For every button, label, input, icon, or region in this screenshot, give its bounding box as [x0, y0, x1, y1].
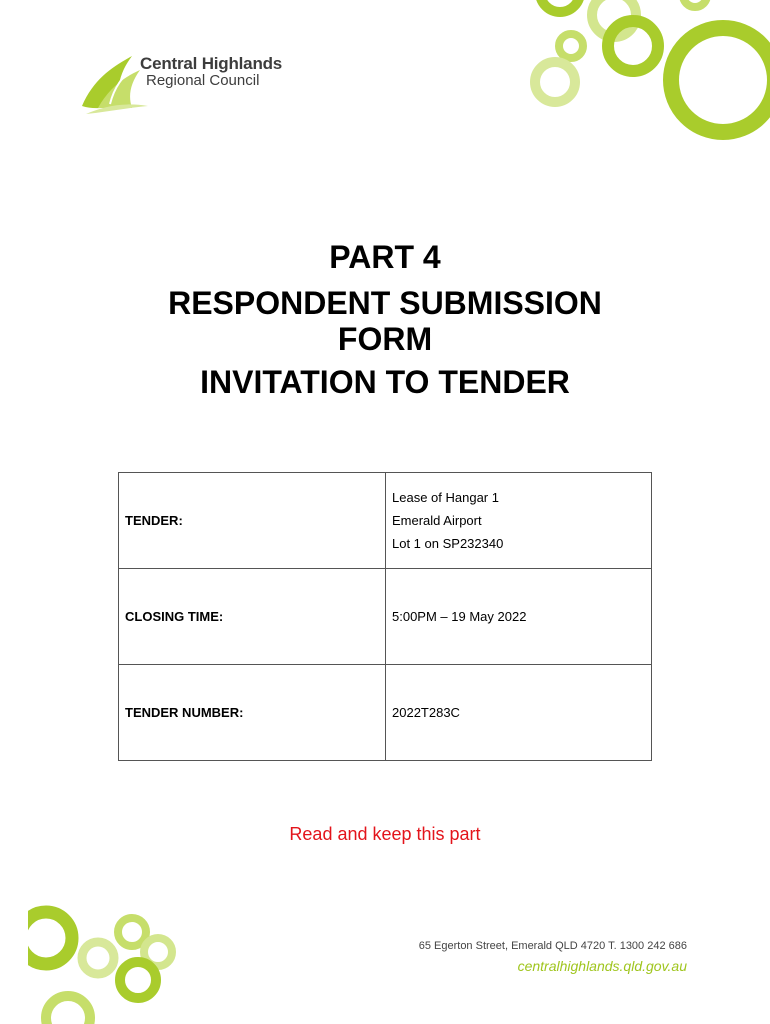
tender-details-table	[118, 472, 652, 761]
decorative-circles-bottom-left	[28, 900, 178, 1024]
tender-label: TENDER:	[119, 473, 386, 569]
closing-time-value: 5:00PM – 19 May 2022	[386, 569, 652, 665]
footer-website-link[interactable]: centralhighlands.qld.gov.au	[517, 958, 687, 974]
tender-value-line: Emerald Airport	[392, 513, 482, 528]
tender-number-value: 2022T283C	[386, 665, 652, 761]
title-line-3: FORM	[337, 320, 433, 357]
tender-number-label: TENDER NUMBER:	[119, 665, 386, 761]
title-line-4: INVITATION TO TENDER	[200, 364, 570, 401]
title-line-2: RESPONDENT SUBMISSION	[168, 284, 602, 321]
tender-value-line: Lot 1 on SP232340	[392, 536, 504, 551]
table-row	[119, 569, 652, 665]
footer-address: 65 Egerton Street, Emerald QLD 4720 T. 1300 242 686	[418, 940, 687, 952]
logo-name: Central Highlands	[140, 54, 283, 73]
closing-time-label: CLOSING TIME:	[119, 569, 386, 665]
table-row	[119, 473, 652, 569]
decorative-circles-top-right	[470, 0, 770, 150]
logo-subname: Regional Council	[146, 72, 260, 89]
read-keep-note: Read and keep this part	[289, 824, 481, 844]
council-logo	[80, 48, 310, 118]
tender-value-line: Lease of Hangar 1	[392, 490, 499, 505]
title-part: PART 4	[329, 239, 441, 275]
tender-value	[386, 473, 652, 569]
document-title	[0, 240, 770, 401]
table-row	[119, 665, 652, 761]
